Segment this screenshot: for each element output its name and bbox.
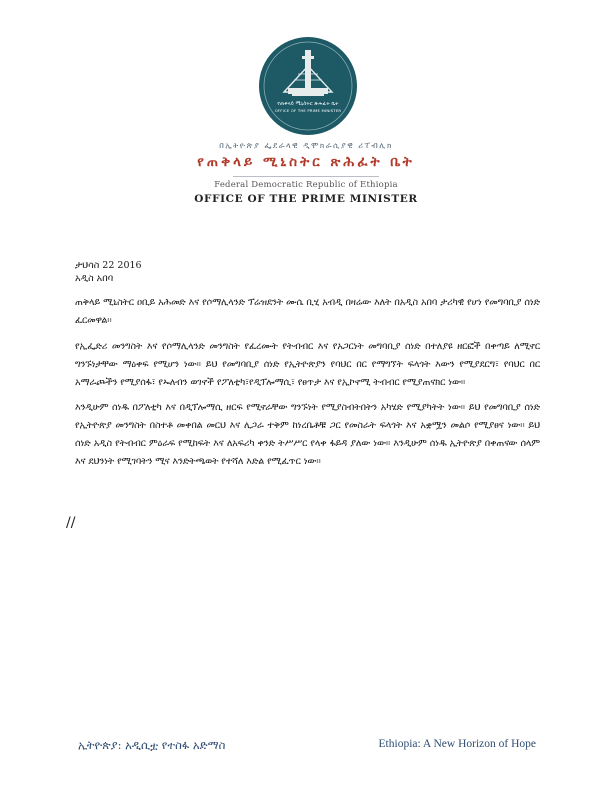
date-block bbox=[75, 259, 142, 285]
prime-minister-seal-logo bbox=[258, 36, 358, 136]
footer-slogan-english: Ethiopia: A New Horizon of Hope bbox=[378, 738, 536, 750]
seal-amharic-text: የጠቅላይ ሚኒስትር ጽሕፈት ቤት bbox=[277, 101, 339, 107]
republic-amharic: በኢትዮጵያ ፌደራላዊ ዲሞክራሲያዊ ሪፐብሊክ bbox=[219, 141, 393, 150]
paragraph-1: ጠቅላይ ሚኒስትር ዐቢይ አሕመድ እና የሶማሊላንድ ፕሬዝደንት ሙሴ ቢሂ አብዲ በዛሬው እለት በአዲስ አበባ ታሪካዊ የሆነ የመግባቢያ ሰነድ ፈርመዋል። bbox=[75, 297, 540, 326]
paragraph-2: የኢፌድሪ መንግስት እና የሶማሊላንድ መንግስት የፈረሙት የትብብር እና የአጋርነት መግባቢያ ሰነድ በተለያዩ ዘርፎች በቀጣይ ለሚኖር ግንኙነታቸው ማዕቀፍ የሚሆን ነው። ይህ የመግባቢያ ሰነድ የኢትዮጵያን የባህር በር የማግኘት ፍላጎት እውን የሚያደርግ፣ የባህር በር አማራጮችን የሚያሰፋ፣ የኡለብን ወገኖች የፖለቲካ፣የዲፕሎማሲ፣ የፀጥታ እና የኢኮኖሚ ትብብር የሚያጠናክር ነው። bbox=[75, 341, 540, 388]
footer-slogan-amharic: ኢትዮጵያ: አዲሲቷ የተስፋ አድማስ bbox=[78, 738, 226, 752]
letterhead-divider bbox=[233, 176, 379, 177]
republic-english: Federal Democratic Republic of Ethiopia bbox=[214, 180, 398, 190]
office-english: OFFICE OF THE PRIME MINISTER bbox=[194, 193, 418, 205]
end-mark: // bbox=[66, 515, 76, 531]
seal-english-text: OFFICE OF THE PRIME MINISTER bbox=[274, 108, 342, 113]
letter-place: አዲስ አበባ bbox=[75, 273, 114, 284]
letter-date: ታህሳስ 22 2016 bbox=[75, 260, 142, 271]
letterhead bbox=[0, 0, 612, 210]
paragraph-3: እንዲሁም ሰነዱ በፖለቲካ እና በዲፕሎማሲ ዘርፍ የሚኖራቸው ግንኙነት የሚያስብትበትን አካሄድ የሚያካትት ነው። ይህ የመግባቢያ ሰነድ የኢትዮጵያ መንግስት በስተቶ መቀበል መርህ እና ሊጋራ ተቅም ከነረቤቶቹ ጋር የመስራት ፍላጎት እና አቋሟን መልሶ የሚያፀና ነው። ይህ ሰነድ አዲስ የትብብር ምዕራፍ የሚከፍት እና ለአፍሪካ ቀንድ ትሥሥር የላቀ ፋይዳ ያለው ነው። እንዲሁም ሰነዱ ኢትዮጵያ በቀጠናው ሰላም እና ደህንነት የሚገባትን ሚና እንድትጫወት የተሻለ እድል የሚፈጥር ነው። bbox=[75, 402, 540, 467]
office-amharic: የጠቅላይ ሚኒስትር ጽሕፈት ቤት bbox=[197, 154, 415, 170]
